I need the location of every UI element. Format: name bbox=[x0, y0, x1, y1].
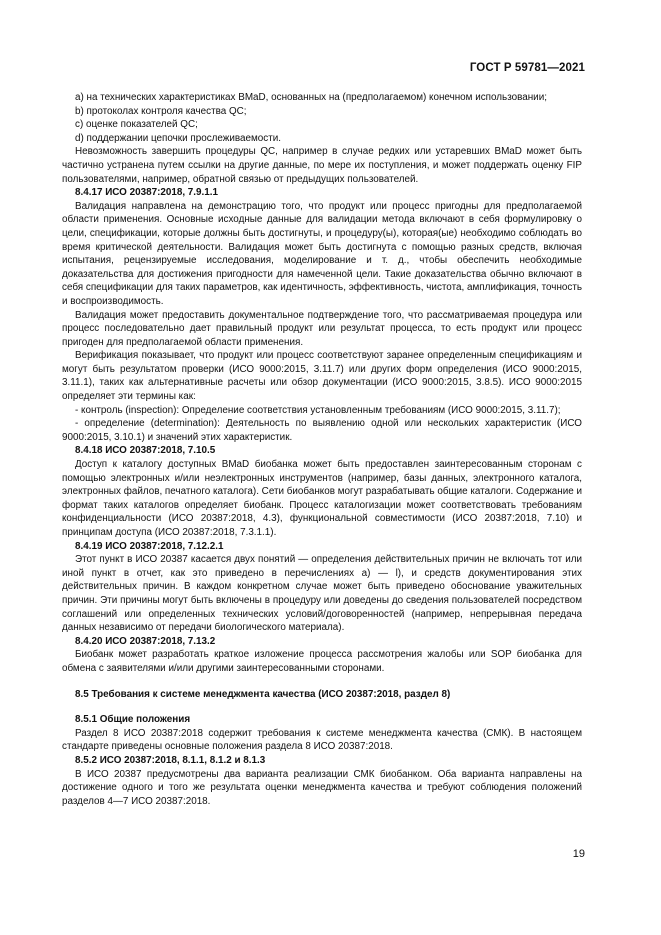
paragraph: В ИСО 20387 предусмотрены два варианта реализации СМК биобанком. Оба варианта направлены на достижение одного и того же результата оценки менеджмента качества и требуют соблюдения положений разделов 4—7 ИСО 20387:2018. bbox=[62, 768, 582, 807]
list-item: d) поддержании цепочки прослеживаемости. bbox=[75, 132, 282, 144]
paragraph: Верификация показывает, что продукт или процесс соответствуют заранее определенным спецификациям и могут быть результатом проверки (ИСО 9000:2015, 3.11.7) или других форм определения (ИСО 9000:2015, 3.11.1), таких как альтернативные расчеты или обзор документации (ИСО 9000:2015, 3.8.5). ИСО 9000:2015 определяет эти термины как: bbox=[62, 350, 582, 403]
list-item: b) протоколах контроля качества QC; bbox=[75, 105, 247, 117]
paragraph: Доступ к каталогу доступных BMaD биобанка может быть предоставлен заинтересованным сторонам с помощью электронных и/или неэлектронных инструментов (например, базы данных, электронного каталога, электронных файлов, печатного каталога). Сети биобанков могут разрабатывать общие каталоги. Содержание и формат таких каталогов определяет биобанк. Процесс каталогизации может соответствовать требованиям конфиденциальности (ИСО 20387:2018, 4.3), функциональной совместимости (ИСО 20387:2018, 7.10) и принципам доступа (ИСО 20387:2018, 7.3.1.1). bbox=[62, 459, 583, 538]
section-heading-8-5: 8.5 Требования к системе менеджмента качества (ИСО 20387:2018, раздел 8) bbox=[75, 688, 451, 700]
paragraph: Валидация направлена на демонстрацию того, что продукт или процесс пригодны для предполагаемой области применения. Основные исходные данные для валидации метода включают в себя формулировку о цели, спецификации, которые должны быть достигнуты, и процедуру(ы), которая(ые) необходимо соблюдать во время критической деятельности. Валидация может быть достигнута с помощью разных средств, включая испытания, рецензируемые исследования, моделирование и т. д., чтобы обеспечить необходимые доказательства для достижения пригодности для намеченной цели. Такие доказательства обычно включают в себя спецификации для таких параметров, как идентичность, эффективность, чистота, амплификация, точность и воспроизводимость. bbox=[62, 200, 582, 307]
section-heading-8-4-17: 8.4.17 ИСО 20387:2018, 7.9.1.1 bbox=[75, 187, 219, 199]
paragraph: Раздел 8 ИСО 20387:2018 содержит требования к системе менеджмента качества (СМК). В настоящем стандарте приведены основные положения раздела 8 ИСО 20387:2018. bbox=[62, 727, 582, 753]
paragraph: Невозможность завершить процедуры QC, например в случае редких или устаревших BMaD может быть частично устранена путем ссылки на другие данные, по мере их поступления, и может поддержать оценку FIP пользователями, например, обратной связью от предыдущих пользователей. bbox=[62, 146, 582, 185]
definition-item: - определение (determination): Деятельность по выявлению одной или нескольких характеристик (ИСО 9000:2015, 3.10.1) и значений этих характеристик. bbox=[62, 418, 582, 443]
page-number: 19 bbox=[572, 848, 585, 860]
section-heading-8-5-2: 8.5.2 ИСО 20387:2018, 8.1.1, 8.1.2 и 8.1.3 bbox=[75, 754, 266, 766]
paragraph: Валидация может предоставить документальное подтверждение того, что рассматриваемая процедура или процесс последовательно дает правильный продукт или результат процесса, то есть продукт или процесс пригоден для предполагаемой области применения. bbox=[62, 309, 582, 348]
section-heading-8-4-19: 8.4.19 ИСО 20387:2018, 7.12.2.1 bbox=[75, 540, 224, 552]
section-heading-8-5-1: 8.5.1 Общие положения bbox=[75, 714, 191, 726]
spacer bbox=[62, 701, 582, 713]
spacer bbox=[62, 676, 582, 688]
document-body bbox=[62, 91, 582, 808]
list-item: c) оценке показателей QC; bbox=[75, 119, 198, 131]
section-heading-8-4-18: 8.4.18 ИСО 20387:2018, 7.10.5 bbox=[75, 445, 216, 457]
standard-number: ГОСТ Р 59781—2021 bbox=[469, 62, 585, 74]
list-item: a) на технических характеристиках BMaD, основанных на (предполагаемом) конечном использовании; bbox=[75, 92, 547, 103]
section-heading-8-4-20: 8.4.20 ИСО 20387:2018, 7.13.2 bbox=[75, 635, 216, 647]
paragraph: Биобанк может разработать краткое изложение процесса рассмотрения жалобы или SOP биобанка для обмена с заявителями и/или другими заинтересованными сторонами. bbox=[62, 649, 582, 674]
paragraph: Этот пункт в ИСО 20387 касается двух понятий — определения действительных причин не включать тот или иной пункт в отчет, как это приведено в перечислениях а) — l), и средств документирования этих действительных причин. В каждом конкретном случае может быть приведено обоснование уважительных причин. Эти причины могут быть включены в процедуру или доведены до сведения пользователей посредством соглашений или определенных технических условий/договоренностей (например, непрерывная передача данных независимо от передачи биологического материала). bbox=[62, 554, 582, 634]
definition-item: - контроль (inspection): Определение соответствия установленным требованиям (ИСО 9000:2015, 3.11.7); bbox=[75, 404, 561, 416]
